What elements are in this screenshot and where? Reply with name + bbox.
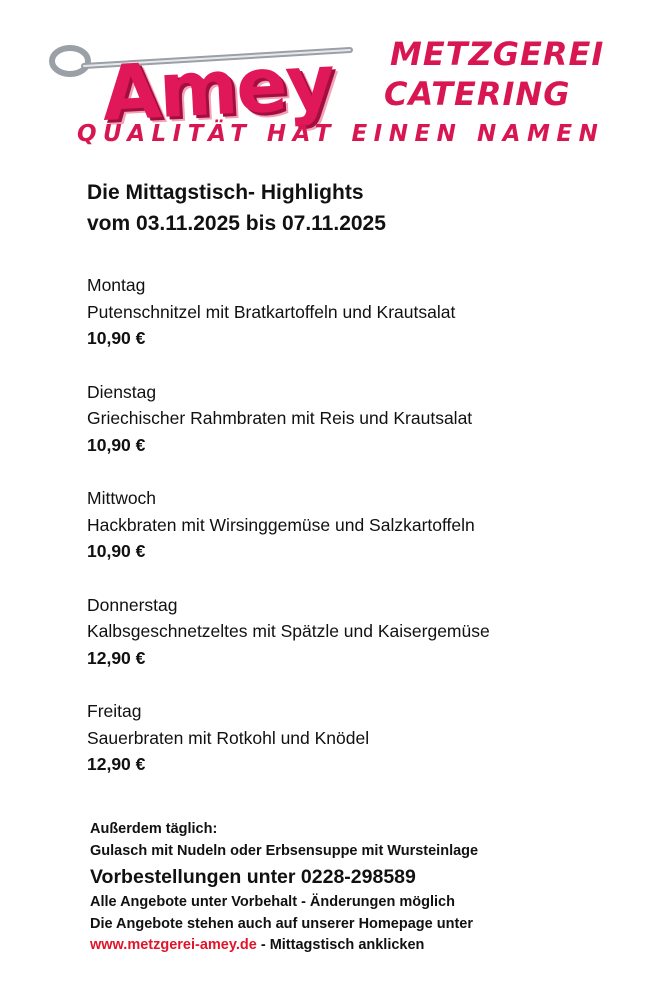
disclaimer: Alle Angebote unter Vorbehalt - Änderungen möglich (90, 894, 455, 910)
logo (40, 28, 605, 153)
link-suffix: - Mittagstisch anklicken (256, 937, 425, 953)
dish: Hackbraten mit Wirsinggemüse und Salzkartoffeln (87, 514, 475, 535)
dish: Kalbsgeschnetzeltes mit Spätzle und Kaisergemüse (87, 621, 490, 641)
menu-day-friday (87, 698, 647, 805)
slogan: QUALITÄT HAT EINEN NAMEN (77, 121, 605, 147)
day-name: Dienstag (87, 381, 157, 402)
menu-day-thursday (87, 592, 647, 699)
dish: Griechischer Rahmbraten mit Reis und Krautsalat (87, 408, 473, 428)
menu-day-monday (87, 272, 647, 379)
price: 10,90 € (87, 328, 146, 348)
homepage-link[interactable]: www.metzgerei-amey.de (90, 937, 257, 953)
dish: Sauerbraten mit Rotkohl und Knödel (87, 727, 370, 748)
price: 12,90 € (87, 754, 146, 774)
menu-day-tuesday (87, 379, 647, 486)
homepage-line (90, 935, 650, 957)
homepage-note: Die Angebote stehen auch auf unserer Homepage unter (90, 915, 473, 932)
day-name: Mittwoch (87, 488, 157, 508)
brand-metzgerei: METZGEREI (390, 35, 605, 73)
logo-amey: Amey (99, 37, 336, 138)
menu-day-wednesday (87, 485, 647, 592)
day-name: Freitag (87, 701, 142, 721)
price: 10,90 € (87, 541, 146, 561)
price: 10,90 € (87, 434, 146, 455)
footer (90, 819, 650, 957)
brand-catering: CATERING (384, 75, 571, 113)
title-line-1: Die Mittagstisch- Highlights (87, 181, 364, 204)
daily-label: Außerdem täglich: (90, 821, 218, 837)
day-name: Donnerstag (87, 594, 178, 615)
day-name: Montag (87, 275, 146, 295)
order-phone: Vorbestellungen unter 0228-298589 (90, 866, 416, 888)
page-title (87, 177, 386, 239)
dish: Putenschnitzel mit Bratkartoffeln und Krautsalat (87, 301, 456, 322)
price: 12,90 € (87, 647, 146, 668)
title-line-2: vom 03.11.2025 bis 07.11.2025 (87, 212, 386, 235)
menu-list (87, 272, 647, 805)
daily-text: Gulasch mit Nudeln oder Erbsensuppe mit Wursteinlage (90, 842, 479, 859)
